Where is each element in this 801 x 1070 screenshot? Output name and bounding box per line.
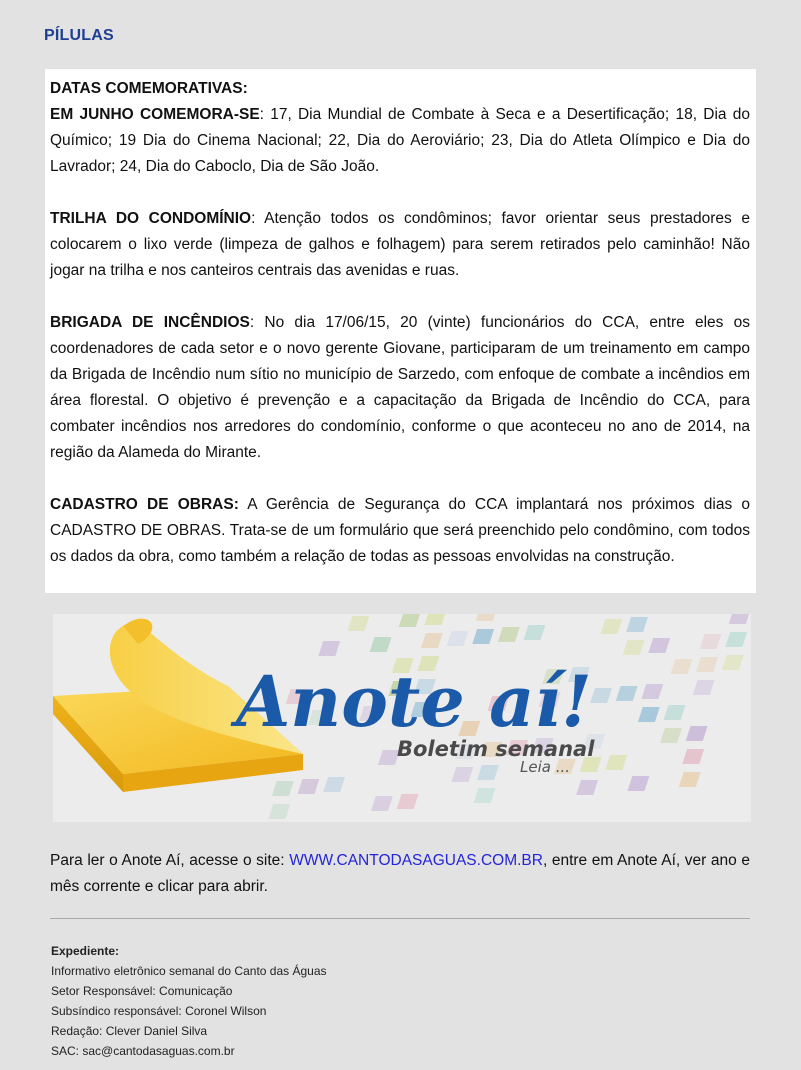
- brigada-label: BRIGADA DE INCÊNDIOS: [50, 314, 250, 331]
- footer-text-before: Para ler o Anote Aí, acesse o site:: [50, 852, 290, 869]
- expediente-block: [51, 941, 751, 1061]
- banner-tagline: Leia ...: [520, 758, 571, 776]
- section-title: PÍLULAS: [44, 27, 114, 44]
- banner-subtitle: Boletim semanal: [397, 737, 595, 761]
- datas-heading: DATAS COMEMORATIVAS:: [50, 80, 248, 97]
- footer-text-after: , entre em Anote Aí, ver ano e mês corrente e clicar para abrir.: [50, 852, 750, 895]
- site-link[interactable]: WWW.CANTODASAGUAS.COM.BR: [289, 852, 543, 869]
- brigada-paragraph: [50, 310, 750, 466]
- cadastro-text: A Gerência de Segurança do CCA implantará nos próximos dias o CADASTRO DE OBRAS. Trata-se de um formulário que será preenchido pelo condômino, com todos os dados da obra, como também a relação de todas as pessoas envolvidas na construção.: [50, 496, 750, 565]
- expediente-line: Redação: Clever Daniel Silva: [51, 1024, 208, 1038]
- expediente-line: Setor Responsável: Comunicação: [51, 984, 233, 998]
- expediente-line: SAC: sac@cantodasaguas.com.br: [51, 1044, 235, 1058]
- cadastro-label: CADASTRO DE OBRAS:: [50, 496, 239, 513]
- datas-label: EM JUNHO COMEMORA-SE: [50, 106, 260, 123]
- banner-title: Anote aí!: [236, 660, 592, 743]
- expediente-line: Informativo eletrônico semanal do Canto das Águas: [51, 964, 327, 978]
- anote-ai-banner[interactable]: [53, 614, 751, 822]
- expediente-line: Subsíndico responsável: Coronel Wilson: [51, 1004, 267, 1018]
- brigada-text: : No dia 17/06/15, 20 (vinte) funcionários do CCA, entre eles os coordenadores de cada setor e o novo gerente Giovane, participaram de um treinamento em campo da Brigada de Incêndio num sítio no município de Sarzedo, com enfoque de combate a incêndios em área florestal. O objetivo é prevenção e a capacitação da Brigada de Incêndio do CCA, para combater incêndios nos arredores do condomínio, conforme o que aconteceu no ano de 2014, na região da Alameda do Mirante.: [50, 314, 750, 461]
- datas-text: : 17, Dia Mundial de Combate à Seca e a Desertificação; 18, Dia do Químico; 19 Dia do Cinema Nacional; 22, Dia do Aeroviário; 23, Dia do Atleta Olímpico e Dia do Lavrador; 24, Dia do Caboclo, Dia de São João.: [50, 106, 750, 175]
- cadastro-paragraph: [50, 492, 750, 570]
- trilha-text: : Atenção todos os condôminos; favor orientar seus prestadores e colocarem o lixo verde (limpeza de galhos e folhagem) para serem retirados pelo caminhão! Não jogar na trilha e nos canteiros centrais das avenidas e ruas.: [50, 210, 750, 279]
- datas-paragraph: [50, 76, 750, 180]
- trilha-paragraph: [50, 206, 750, 284]
- footer-paragraph: [50, 848, 750, 900]
- divider: [50, 918, 750, 919]
- news-box: [45, 69, 756, 593]
- expediente-title: Expediente:: [51, 944, 120, 958]
- trilha-label: TRILHA DO CONDOMÍNIO: [50, 210, 252, 227]
